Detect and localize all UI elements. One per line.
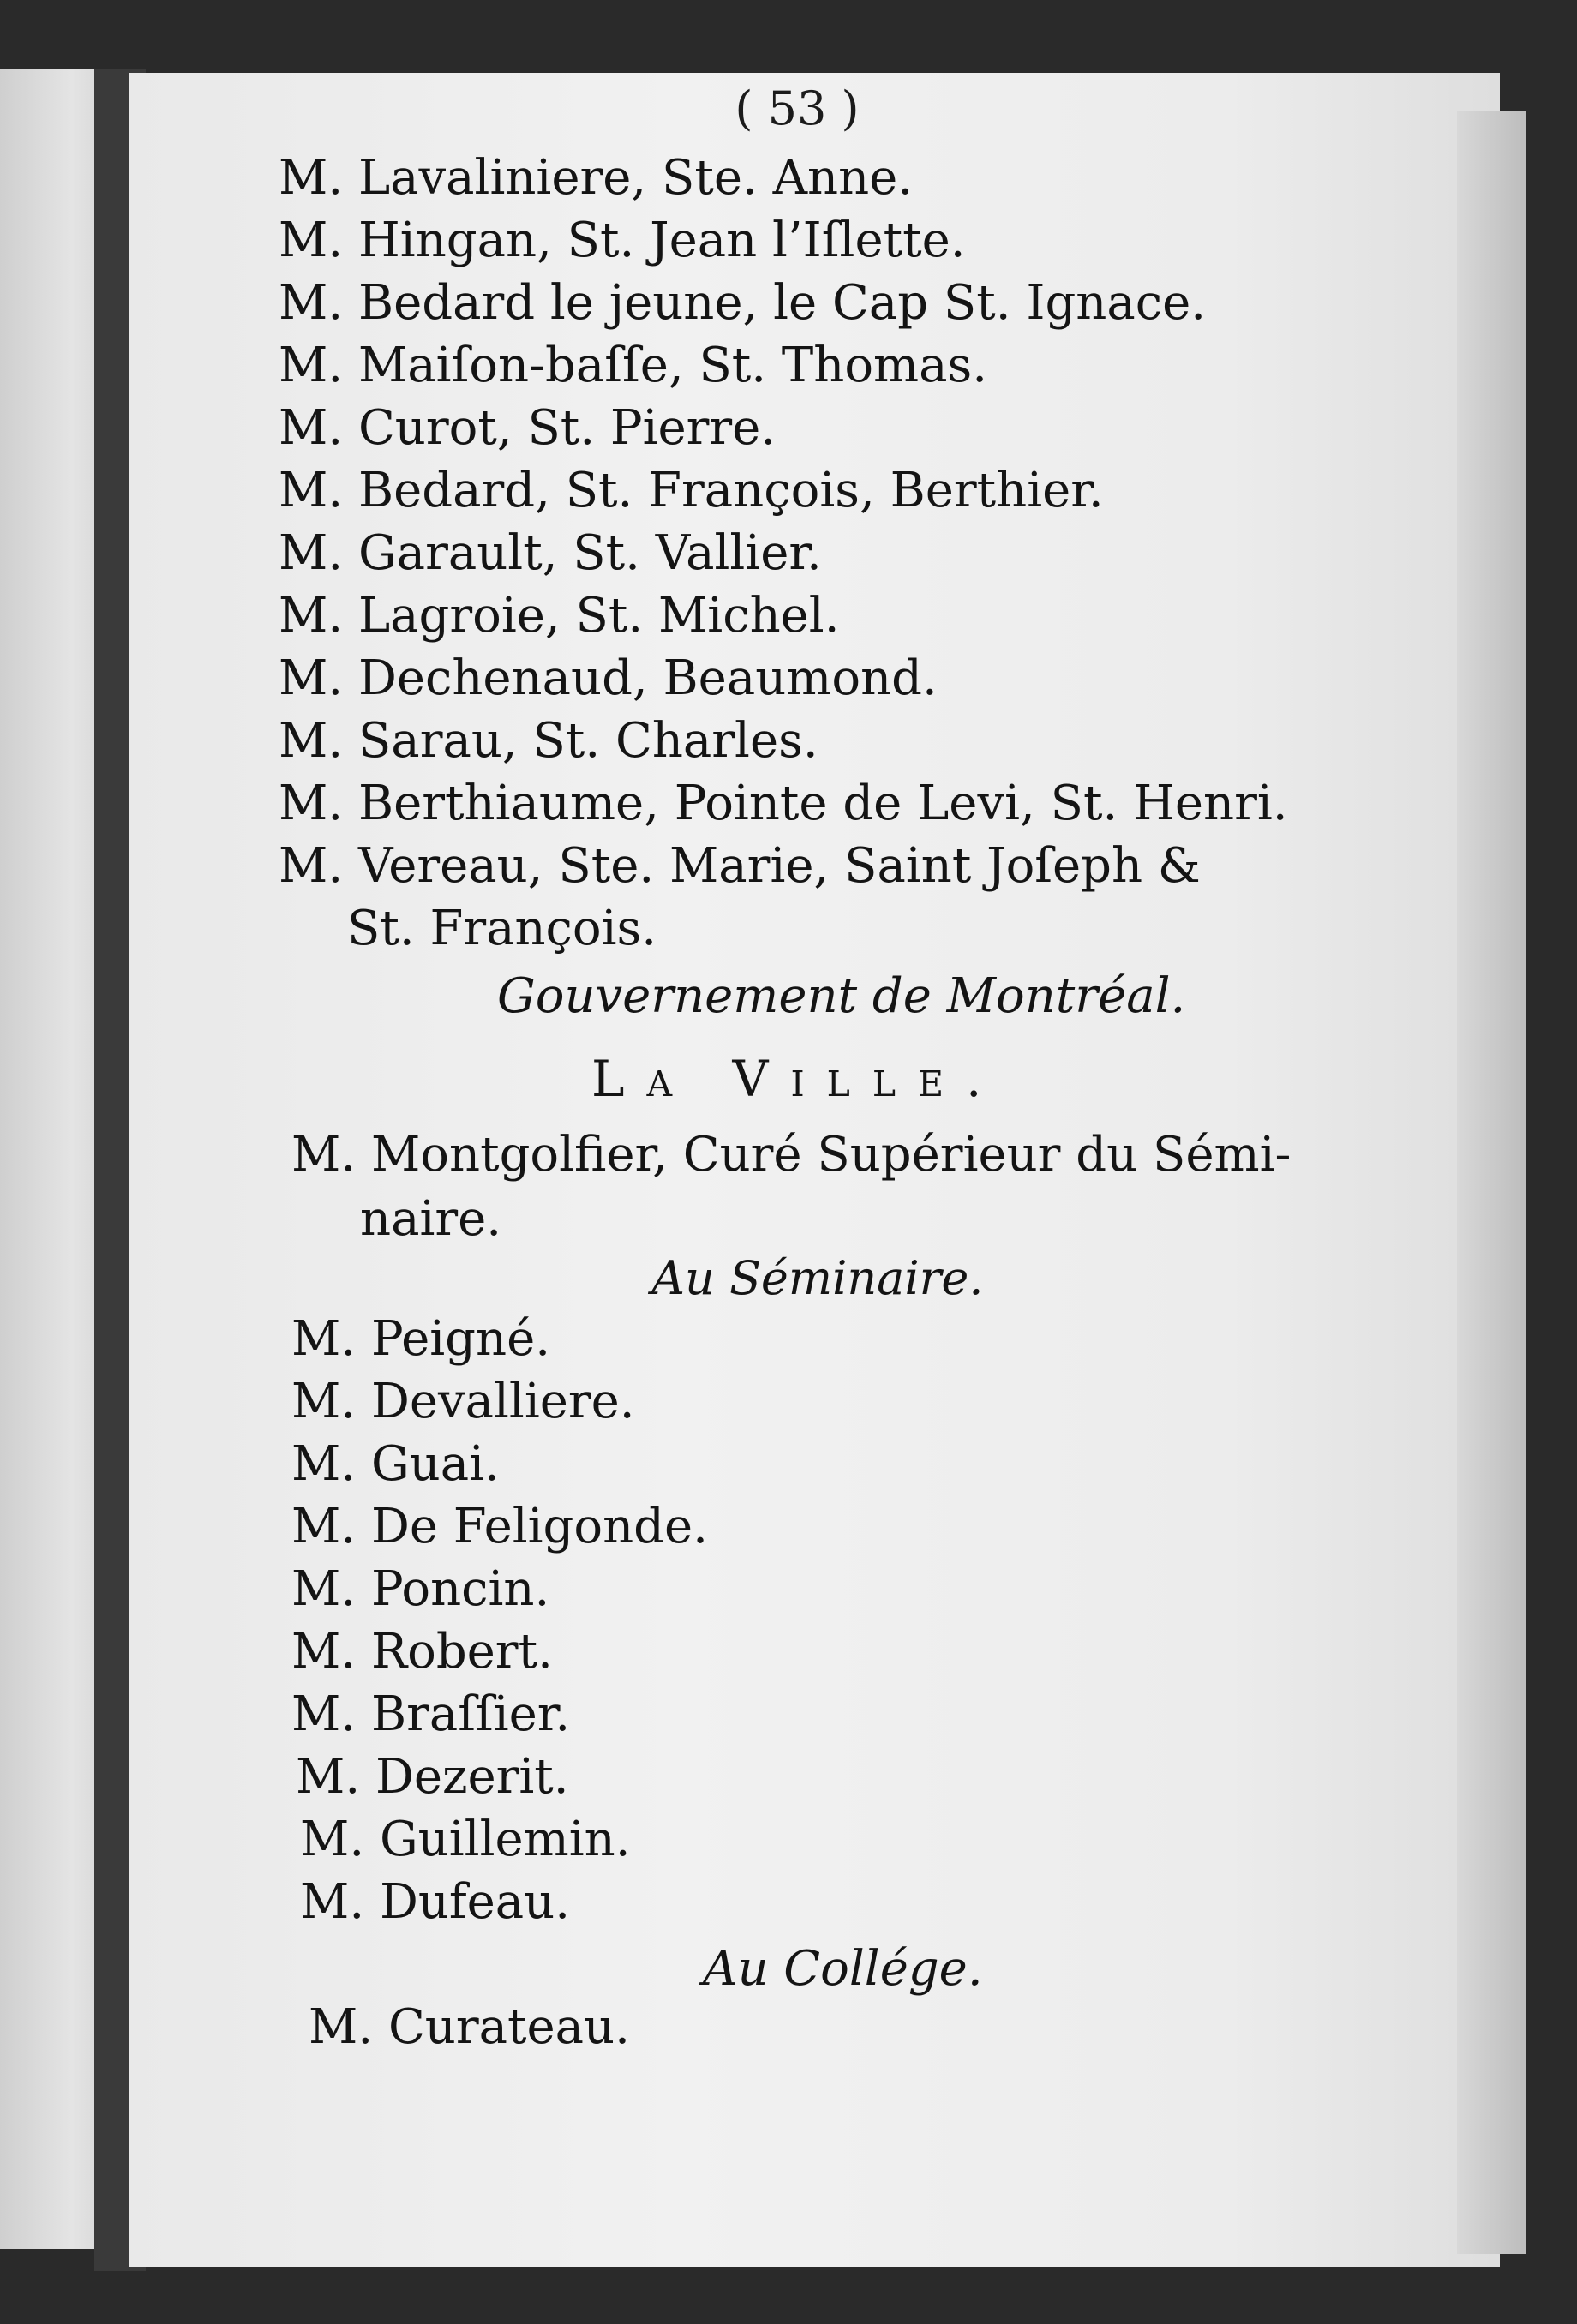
seminaire-entry: M. Devalliere. xyxy=(291,1374,635,1429)
seminaire-entry: M. Guillemin. xyxy=(300,1812,631,1867)
entry-line: M. Sarau, St. Charles. xyxy=(279,713,818,769)
entry-line: M. Bedard le jeune, le Cap St. Ignace. xyxy=(279,275,1207,331)
seminaire-entry: M. Braſſier. xyxy=(291,1686,571,1742)
entry-line-continuation: St. François. xyxy=(347,901,657,956)
seminaire-heading: Au Séminaire. xyxy=(651,1251,984,1305)
page-stack-edge xyxy=(1457,111,1526,2254)
college-heading: Au Collége. xyxy=(703,1941,983,1997)
entry-line: M. Lavaliniere, Ste. Anne. xyxy=(279,150,914,206)
entry-line: M. Bedard, St. François, Berthier. xyxy=(279,463,1104,518)
seminaire-entry: M. Peigné. xyxy=(291,1311,551,1367)
seminaire-entry: M. Dezerit. xyxy=(296,1749,569,1805)
seminaire-entry: M. De Feligonde. xyxy=(291,1499,708,1554)
entry-line-continuation: naire. xyxy=(360,1191,502,1247)
college-entry: M. Curateau. xyxy=(309,1999,630,2055)
entry-line: M. Vereau, Ste. Marie, Saint Joſeph & xyxy=(279,838,1201,894)
seminaire-entry: M. Robert. xyxy=(291,1624,553,1680)
seminaire-entry: M. Dufeau. xyxy=(300,1874,571,1930)
entry-line: M. Lagroie, St. Michel. xyxy=(279,588,840,644)
entry-line: M. Curot, St. Pierre. xyxy=(279,400,777,456)
section-title: Gouvernement de Montréal. xyxy=(497,968,1186,1024)
seminaire-entry: M. Poncin. xyxy=(291,1561,550,1617)
entry-line: M. Garault, St. Vallier. xyxy=(279,525,822,581)
seminaire-entry: M. Guai. xyxy=(291,1436,500,1492)
entry-line: M. Hingan, St. Jean l’Iſlette. xyxy=(279,213,966,268)
entry-line: M. Berthiaume, Pointe de Levi, St. Henri. xyxy=(279,776,1288,831)
entry-line: M. Montgolfier, Curé Supérieur du Sémi- xyxy=(291,1127,1292,1183)
entry-line: M. Dechenaud, Beaumond. xyxy=(279,650,938,706)
entry-line: M. Maiſon-baſſe, St. Thomas. xyxy=(279,338,988,393)
city-heading: La Ville. xyxy=(591,1050,1004,1108)
page-number: ( 53 ) xyxy=(735,81,860,135)
